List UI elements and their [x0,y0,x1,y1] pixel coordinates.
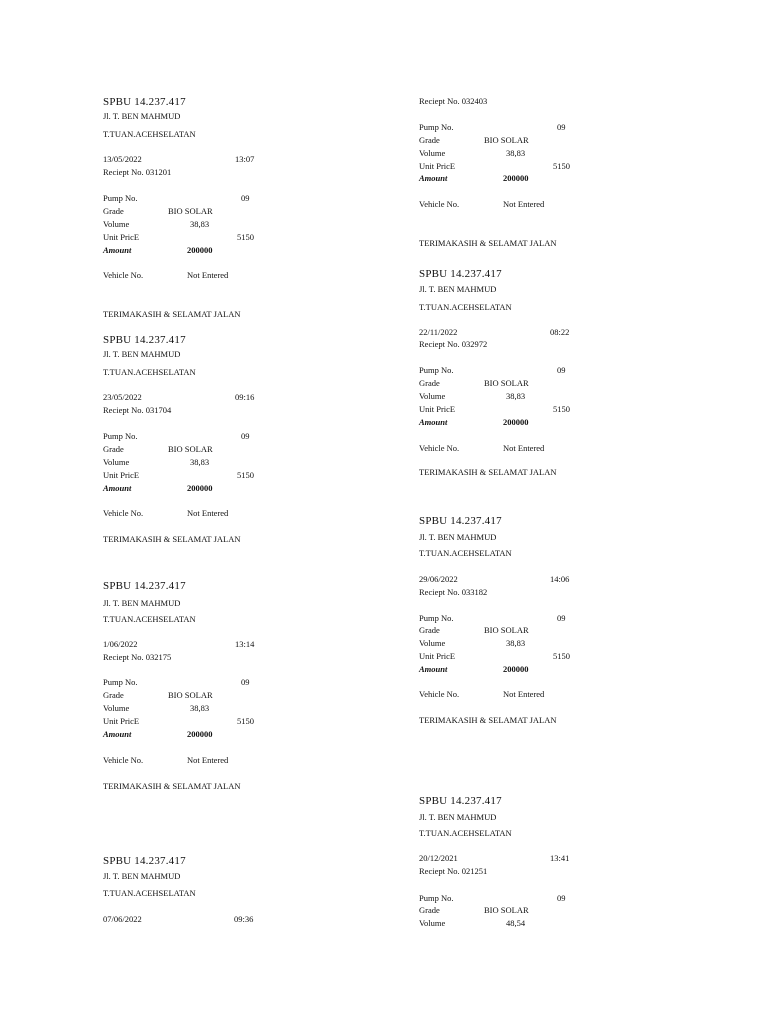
address-line-1: Jl. T. BEN MAHMUD [103,598,181,608]
volume-value: 48,54 [506,918,526,928]
station-name: SPBU 14.237.417 [419,795,502,807]
address-line-2: T.TUAN.ACEHSELATAN [103,367,196,377]
unit-price-value: 5150 [553,651,570,661]
receipt-date: 22/11/2022 [419,327,458,337]
address-line-2: T.TUAN.ACEHSELATAN [419,302,512,312]
pump-label: Pump No. [419,613,454,623]
grade-label: Grade [419,625,440,635]
grade-label: Grade [419,135,440,145]
unit-price-label: Unit PricE [103,716,140,726]
volume-label: Volume [419,918,446,928]
receipt-number: Reciept No. 031704 [103,405,172,415]
grade-value: BIO SOLAR [168,690,213,700]
grade-label: Grade [103,444,124,454]
station-name: SPBU 14.237.417 [419,515,502,527]
address-line-1: Jl. T. BEN MAHMUD [103,871,181,881]
amount-value: 200000 [503,173,529,183]
grade-label: Grade [103,690,124,700]
vehicle-label: Vehicle No. [103,270,144,280]
station-name: SPBU 14.237.417 [103,855,186,867]
pump-value: 09 [557,893,566,903]
vehicle-value: Not Entered [503,689,545,699]
receipt-date: 20/12/2021 [419,853,458,863]
receipt-time: 13:07 [235,154,255,164]
volume-label: Volume [103,457,130,467]
pump-label: Pump No. [103,193,138,203]
receipt-time: 14:06 [550,574,570,584]
vehicle-label: Vehicle No. [103,508,144,518]
pump-value: 09 [241,431,250,441]
volume-label: Volume [419,148,446,158]
address-line-1: Jl. T. BEN MAHMUD [419,532,497,542]
grade-value: BIO SOLAR [484,625,529,635]
address-line-1: Jl. T. BEN MAHMUD [419,284,497,294]
address-line-1: Jl. T. BEN MAHMUD [103,349,181,359]
grade-value: BIO SOLAR [484,135,529,145]
station-name: SPBU 14.237.417 [103,334,186,346]
footer-text: TERIMAKASIH & SELAMAT JALAN [419,238,557,248]
volume-value: 38,83 [506,391,526,401]
address-line-2: T.TUAN.ACEHSELATAN [419,828,512,838]
pump-label: Pump No. [419,365,454,375]
unit-price-label: Unit PricE [419,651,456,661]
receipt-time: 09:36 [234,914,254,924]
vehicle-value: Not Entered [187,508,229,518]
vehicle-value: Not Entered [187,755,229,765]
pump-value: 09 [241,677,250,687]
volume-label: Volume [419,638,446,648]
unit-price-label: Unit PricE [419,161,456,171]
receipt-time: 09:16 [235,392,255,402]
receipt-date: 1/06/2022 [103,639,138,649]
address-line-2: T.TUAN.ACEHSELATAN [103,129,196,139]
unit-price-value: 5150 [553,161,570,171]
grade-label: Grade [103,206,124,216]
pump-label: Pump No. [103,677,138,687]
footer-text: TERIMAKASIH & SELAMAT JALAN [103,534,241,544]
volume-value: 38,83 [190,457,210,467]
amount-value: 200000 [503,664,529,674]
pump-value: 09 [241,193,250,203]
receipt-time: 08:22 [550,327,570,337]
address-line-1: Jl. T. BEN MAHMUD [103,111,181,121]
unit-price-label: Unit PricE [103,470,140,480]
unit-price-value: 5150 [237,232,254,242]
address-line-2: T.TUAN.ACEHSELATAN [103,614,196,624]
receipt-time: 13:14 [235,639,255,649]
vehicle-value: Not Entered [503,443,545,453]
unit-price-value: 5150 [553,404,570,414]
receipt-date: 07/06/2022 [103,914,142,924]
amount-label: Amount [103,729,132,739]
pump-label: Pump No. [419,122,454,132]
amount-label: Amount [103,245,132,255]
receipt-time: 13:41 [550,853,570,863]
unit-price-label: Unit PricE [103,232,140,242]
address-line-2: T.TUAN.ACEHSELATAN [419,548,512,558]
grade-value: BIO SOLAR [168,206,213,216]
receipt-number: Reciept No. 032403 [419,96,488,106]
pump-value: 09 [557,122,566,132]
amount-value: 200000 [187,483,213,493]
address-line-1: Jl. T. BEN MAHMUD [419,812,497,822]
volume-value: 38,83 [506,638,526,648]
volume-label: Volume [103,703,130,713]
footer-text: TERIMAKASIH & SELAMAT JALAN [103,781,241,791]
receipt-date: 29/06/2022 [419,574,458,584]
amount-label: Amount [419,664,448,674]
footer-text: TERIMAKASIH & SELAMAT JALAN [419,467,557,477]
amount-value: 200000 [187,729,213,739]
volume-value: 38,83 [190,703,210,713]
grade-label: Grade [419,905,440,915]
address-line-2: T.TUAN.ACEHSELATAN [103,888,196,898]
grade-label: Grade [419,378,440,388]
receipt-number: Reciept No. 031201 [103,167,172,177]
vehicle-label: Vehicle No. [419,689,460,699]
vehicle-label: Vehicle No. [419,443,460,453]
pump-label: Pump No. [103,431,138,441]
amount-value: 200000 [187,245,213,255]
station-name: SPBU 14.237.417 [103,580,186,592]
station-name: SPBU 14.237.417 [419,268,502,280]
receipt-date: 13/05/2022 [103,154,142,164]
receipt-date: 23/05/2022 [103,392,142,402]
amount-label: Amount [419,417,448,427]
pump-value: 09 [557,365,566,375]
volume-label: Volume [419,391,446,401]
unit-price-value: 5150 [237,716,254,726]
pump-value: 09 [557,613,566,623]
footer-text: TERIMAKASIH & SELAMAT JALAN [103,309,241,319]
footer-text: TERIMAKASIH & SELAMAT JALAN [419,715,557,725]
unit-price-value: 5150 [237,470,254,480]
receipt-number: Reciept No. 033182 [419,587,488,597]
unit-price-label: Unit PricE [419,404,456,414]
amount-value: 200000 [503,417,529,427]
grade-value: BIO SOLAR [484,905,529,915]
vehicle-value: Not Entered [187,270,229,280]
amount-label: Amount [103,483,132,493]
vehicle-label: Vehicle No. [419,199,460,209]
receipt-number: Reciept No. 021251 [419,866,488,876]
grade-value: BIO SOLAR [168,444,213,454]
volume-value: 38,83 [506,148,526,158]
volume-value: 38,83 [190,219,210,229]
grade-value: BIO SOLAR [484,378,529,388]
station-name: SPBU 14.237.417 [103,96,186,108]
volume-label: Volume [103,219,130,229]
amount-label: Amount [419,173,448,183]
receipt-number: Reciept No. 032175 [103,652,172,662]
vehicle-value: Not Entered [503,199,545,209]
vehicle-label: Vehicle No. [103,755,144,765]
pump-label: Pump No. [419,893,454,903]
receipt-number: Reciept No. 032972 [419,339,488,349]
